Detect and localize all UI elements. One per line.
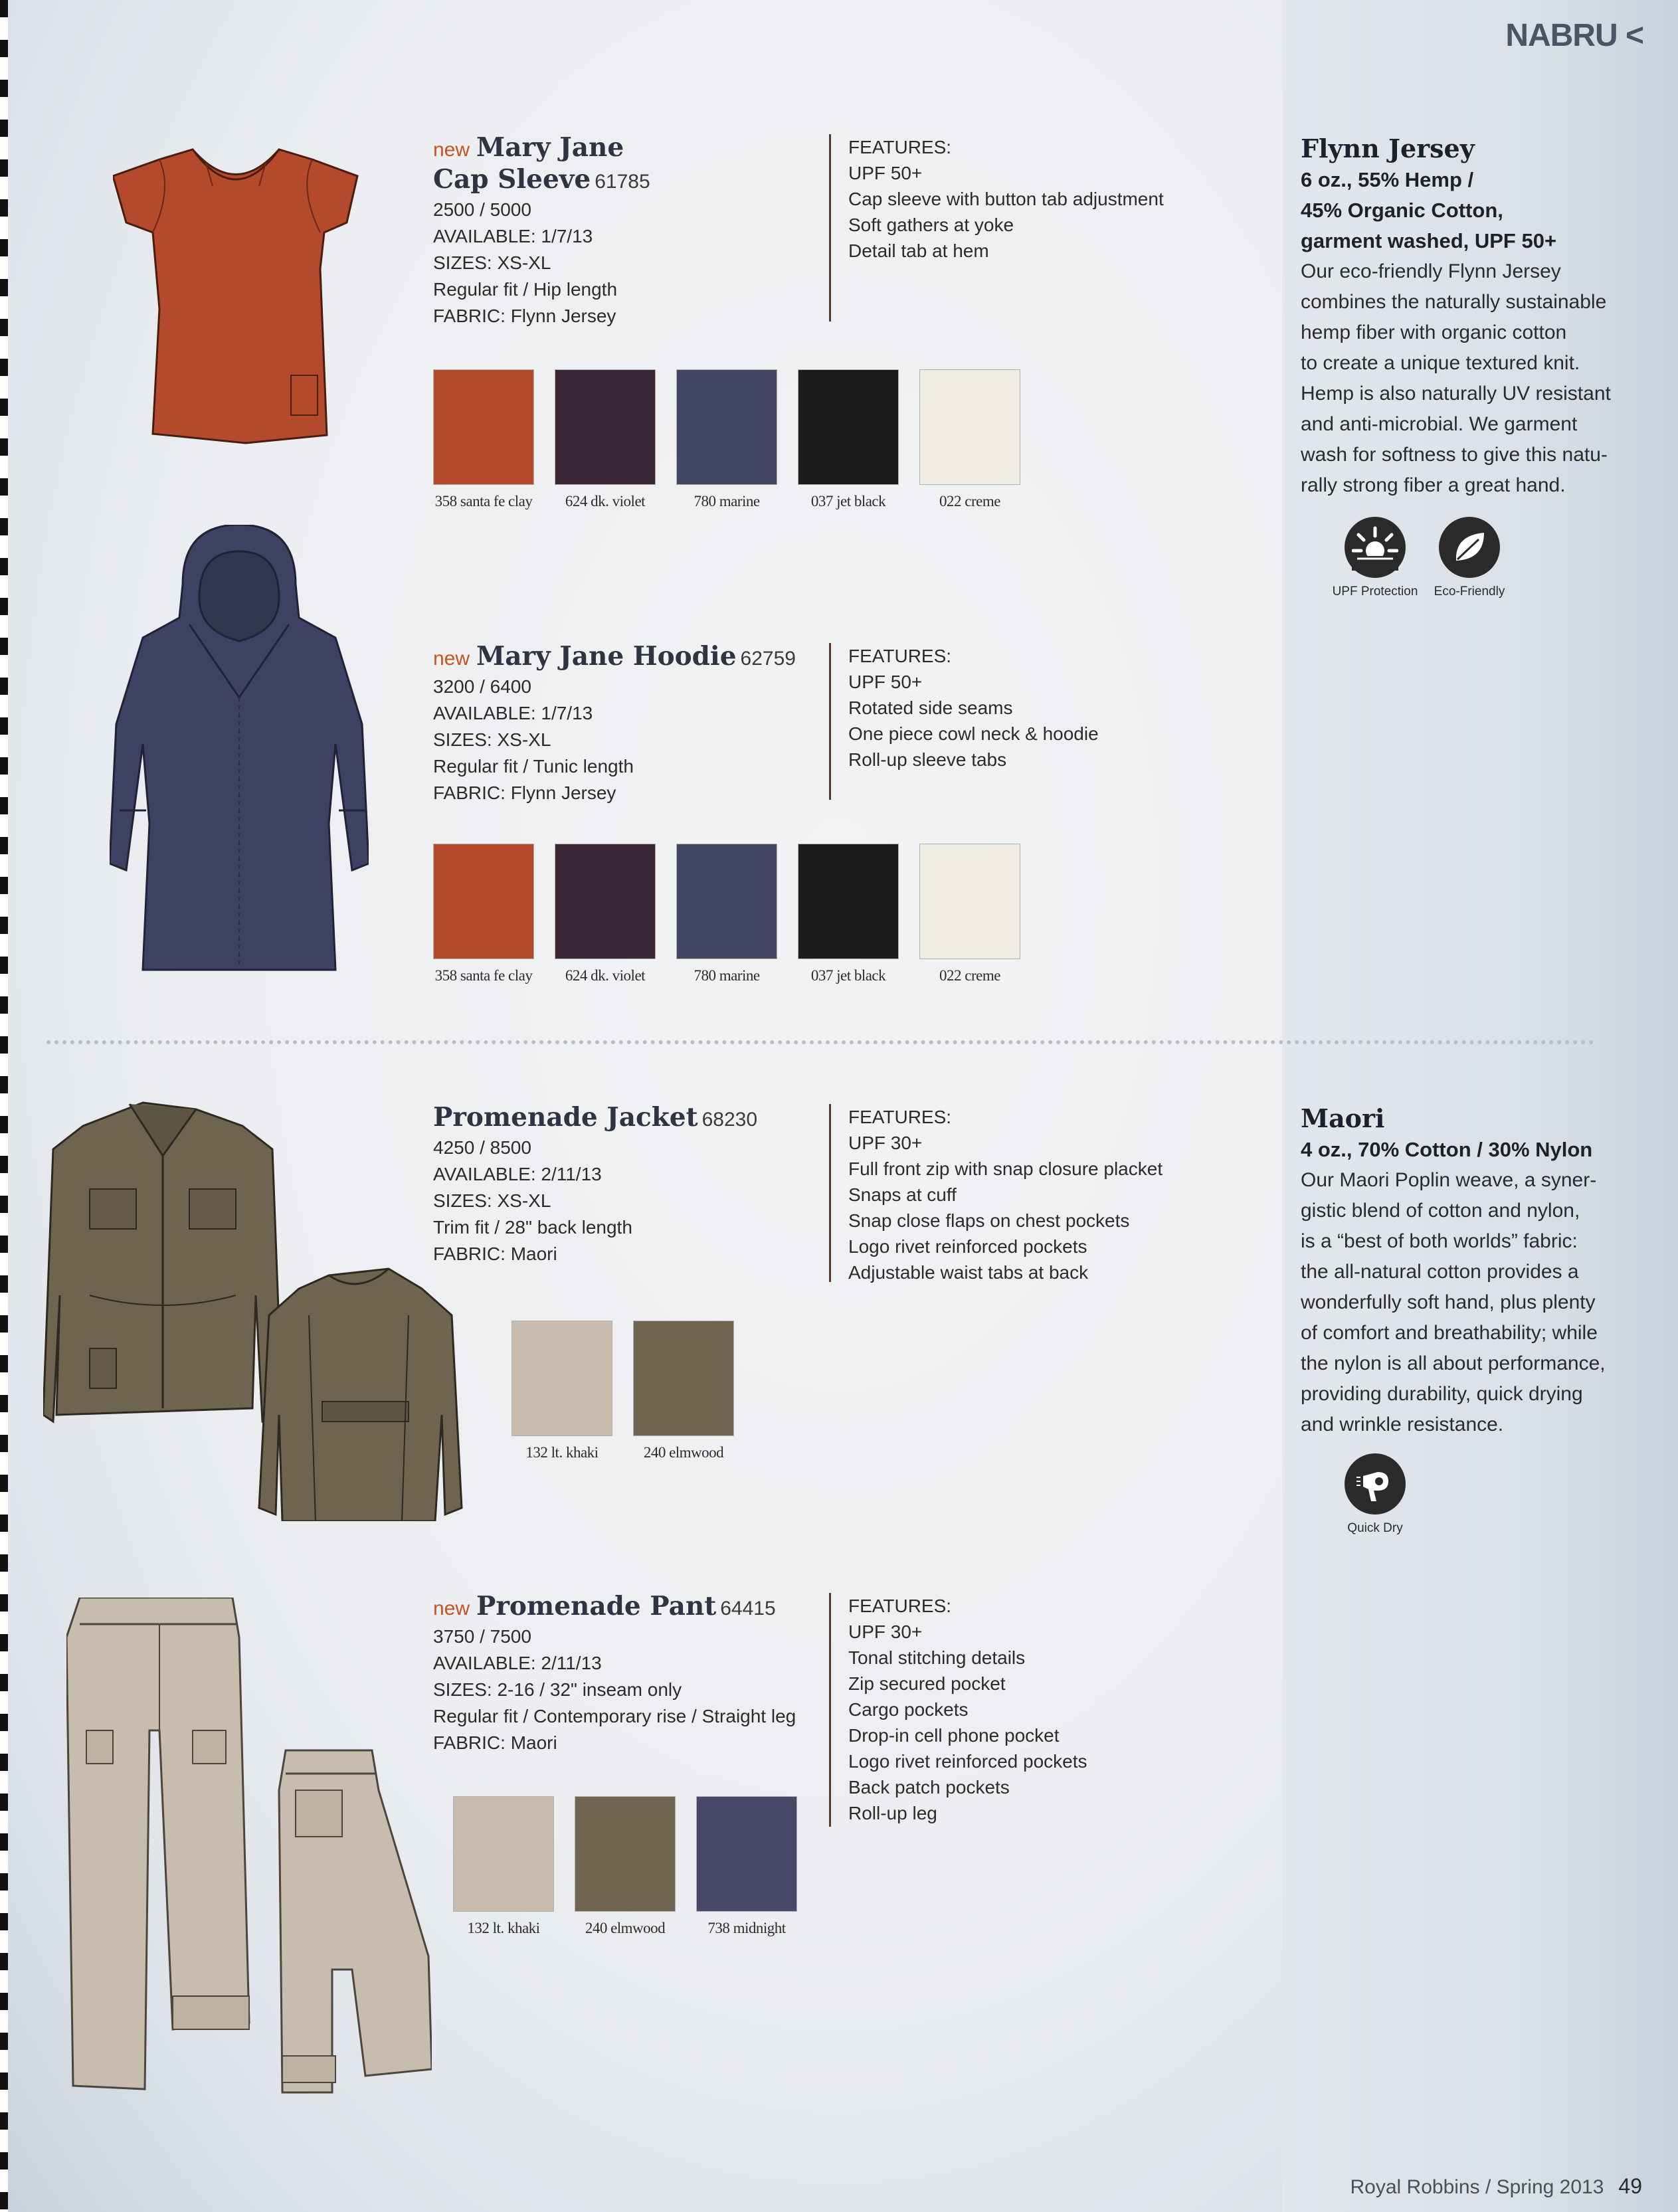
color-swatch xyxy=(555,844,656,984)
section-divider xyxy=(47,1040,1594,1044)
badge-eco-friendly xyxy=(1423,517,1516,599)
swatch-label: 358 santa fe clay xyxy=(434,967,533,984)
swatch-label: 624 dk. violet xyxy=(565,967,646,984)
fabric-description: and anti-microbial. We garment xyxy=(1301,413,1578,435)
feature-item: Logo rivet reinforced pockets xyxy=(848,1751,1087,1772)
product-title xyxy=(433,1103,805,1135)
product-mary-jane-hoodie xyxy=(433,642,818,806)
color-swatch xyxy=(575,1796,676,1937)
swatch-chip xyxy=(919,844,1020,959)
swatch-label: 780 marine xyxy=(694,967,760,984)
swatch-label: 022 creme xyxy=(939,493,1000,509)
features-list xyxy=(829,1104,1163,1282)
fabric-description: Our Maori Poplin weave, a syner- xyxy=(1301,1169,1597,1191)
color-swatches xyxy=(512,1321,755,1461)
availability: AVAILABLE: 2/11/13 xyxy=(433,1653,602,1673)
color-swatches xyxy=(453,1796,818,1937)
hair-dryer-icon xyxy=(1345,1453,1406,1515)
swatch-chip xyxy=(676,369,777,485)
style-number: 62759 xyxy=(740,648,796,670)
swatch-label: 037 jet black xyxy=(810,967,886,984)
badge-quick-dry xyxy=(1329,1453,1422,1536)
fabric: FABRIC: Flynn Jersey xyxy=(433,306,616,326)
badge-upf-protection xyxy=(1329,517,1422,599)
availability: AVAILABLE: 1/7/13 xyxy=(433,703,593,723)
color-swatch xyxy=(555,369,656,510)
fabric-spec: 45% Organic Cotton, xyxy=(1301,199,1503,222)
features-list xyxy=(829,134,1164,322)
fabric-description: wonderfully soft hand, plus plenty xyxy=(1301,1291,1596,1313)
pant-illustration xyxy=(66,1598,432,2102)
fabric-description: the all-natural cotton provides a xyxy=(1301,1261,1579,1283)
feature-item: Zip secured pocket xyxy=(848,1673,1006,1694)
swatch-chip xyxy=(555,844,656,959)
price: 4250 / 8500 xyxy=(433,1137,531,1158)
badge-label: UPF Protection xyxy=(1332,585,1418,599)
swatch-label: 240 elmwood xyxy=(585,1920,666,1936)
swatch-label: 358 santa fe clay xyxy=(434,493,533,509)
color-swatch xyxy=(512,1321,612,1461)
feature-item: Back patch pockets xyxy=(848,1777,1010,1797)
fit: Regular fit / Tunic length xyxy=(433,756,634,777)
color-swatch xyxy=(453,1796,554,1937)
fabric-description: Our eco-friendly Flynn Jersey xyxy=(1301,260,1561,282)
sizes: SIZES: 2-16 / 32" inseam only xyxy=(433,1679,682,1700)
fabric-description: hemp fiber with organic cotton xyxy=(1301,322,1567,343)
color-swatch xyxy=(433,844,534,984)
style-number: 61785 xyxy=(595,171,650,193)
features-heading: FEATURES: xyxy=(848,646,952,666)
product-title xyxy=(433,1592,832,1623)
features-list xyxy=(829,643,1099,800)
feature-item: Full front zip with snap closure placket xyxy=(848,1158,1163,1179)
feature-item: Adjustable waist tabs at back xyxy=(848,1262,1089,1283)
feature-item: Drop-in cell phone pocket xyxy=(848,1725,1060,1746)
features-heading: FEATURES: xyxy=(848,137,952,157)
fabric-info-maori xyxy=(1301,1103,1659,1440)
swatch-label: 132 lt. khaki xyxy=(467,1920,540,1936)
swatch-chip xyxy=(798,844,899,959)
swatch-label: 022 creme xyxy=(939,967,1000,984)
color-swatches xyxy=(433,369,1041,510)
product-name: Mary Jane Hoodie xyxy=(476,641,737,672)
page-footer xyxy=(1351,2174,1643,2199)
new-tag: new xyxy=(433,1598,470,1619)
product-title-line2 xyxy=(433,165,805,197)
swatch-label: 132 lt. khaki xyxy=(525,1444,599,1461)
feature-item: Detail tab at hem xyxy=(848,240,989,261)
new-tag: new xyxy=(433,648,470,670)
product-mary-jane-cap-sleeve xyxy=(433,133,805,329)
swatch-chip xyxy=(633,1321,734,1436)
product-name: Promenade Pant xyxy=(476,1591,717,1621)
availability: AVAILABLE: 2/11/13 xyxy=(433,1164,602,1184)
fit: Regular fit / Contemporary rise / Straight leg xyxy=(433,1706,796,1726)
swatch-chip xyxy=(575,1796,676,1912)
badge-label: Eco-Friendly xyxy=(1434,585,1505,599)
style-number: 64415 xyxy=(720,1598,776,1619)
fabric-description: to create a unique textured knit. xyxy=(1301,352,1580,374)
features-heading: FEATURES: xyxy=(848,1107,952,1127)
fabric-description: providing durability, quick drying xyxy=(1301,1383,1583,1405)
features-list xyxy=(829,1593,1087,1827)
fabric-description: of comfort and breathability; while xyxy=(1301,1322,1598,1344)
fabric-description: is a “best of both worlds” fabric: xyxy=(1301,1230,1578,1252)
fabric-description: the nylon is all about performance, xyxy=(1301,1352,1606,1374)
fabric-info-flynn-jersey xyxy=(1301,133,1659,501)
swatch-chip xyxy=(433,369,534,485)
swatch-label: 624 dk. violet xyxy=(565,493,646,509)
feature-item: Rotated side seams xyxy=(848,697,1013,718)
features-heading: FEATURES: xyxy=(848,1596,952,1616)
feature-item: Logo rivet reinforced pockets xyxy=(848,1236,1087,1257)
product-title xyxy=(433,642,818,674)
swatch-chip xyxy=(696,1796,797,1912)
fabric-description: gistic blend of cotton and nylon, xyxy=(1301,1200,1580,1222)
swatch-chip xyxy=(453,1796,554,1912)
product-title xyxy=(433,133,805,165)
swatch-label: 738 midnight xyxy=(707,1920,786,1936)
color-swatch xyxy=(919,844,1020,984)
swatch-chip xyxy=(798,369,899,485)
swatch-chip xyxy=(433,844,534,959)
swatch-chip xyxy=(512,1321,612,1436)
feature-item: UPF 30+ xyxy=(848,1621,923,1642)
fabric-spec: 6 oz., 55% Hemp / xyxy=(1301,168,1474,191)
fabric-description: combines the naturally sustainable xyxy=(1301,291,1607,313)
spiral-binding xyxy=(0,0,8,2212)
color-swatches xyxy=(433,844,1041,984)
feature-item: UPF 30+ xyxy=(848,1133,923,1153)
fabric-spec: garment washed, UPF 50+ xyxy=(1301,229,1557,252)
fit: Regular fit / Hip length xyxy=(433,279,618,300)
sizes: SIZES: XS-XL xyxy=(433,252,551,273)
product-name-line1: Mary Jane xyxy=(476,132,624,163)
feature-item: Cap sleeve with button tab adjustment xyxy=(848,189,1164,209)
brand-tab: NABRU < xyxy=(1505,18,1643,53)
feature-item: UPF 50+ xyxy=(848,672,923,692)
feature-item: Roll-up leg xyxy=(848,1803,937,1823)
color-swatch xyxy=(676,844,777,984)
footer-text: Royal Robbins / Spring 2013 xyxy=(1350,2176,1604,2198)
product-promenade-jacket xyxy=(433,1103,805,1267)
swatch-label: 780 marine xyxy=(694,493,760,509)
price: 2500 / 5000 xyxy=(433,199,531,220)
price: 3750 / 7500 xyxy=(433,1626,531,1647)
swatch-label: 037 jet black xyxy=(810,493,886,509)
swatch-chip xyxy=(676,844,777,959)
fabric-description: and wrinkle resistance. xyxy=(1301,1414,1504,1435)
sun-icon xyxy=(1345,517,1406,578)
color-swatch xyxy=(798,369,899,510)
fabric-description: wash for softness to give this natu- xyxy=(1301,444,1608,466)
badge-label: Quick Dry xyxy=(1347,1521,1403,1535)
sizes: SIZES: XS-XL xyxy=(433,1190,551,1211)
cap-sleeve-tee-illustration xyxy=(113,136,359,448)
color-swatch xyxy=(633,1321,734,1461)
jacket-illustration xyxy=(43,1096,468,1521)
color-swatch xyxy=(696,1796,797,1937)
feature-item: Cargo pockets xyxy=(848,1699,969,1720)
fabric-description: Hemp is also naturally UV resistant xyxy=(1301,383,1611,405)
fabric: FABRIC: Flynn Jersey xyxy=(433,783,616,803)
fabric: FABRIC: Maori xyxy=(433,1732,557,1753)
fabric-description: rally strong fiber a great hand. xyxy=(1301,474,1566,496)
fabric: FABRIC: Maori xyxy=(433,1244,557,1264)
page-number: 49 xyxy=(1618,2174,1642,2198)
product-name: Promenade Jacket xyxy=(433,1102,698,1133)
style-number: 68230 xyxy=(701,1109,758,1131)
feature-item: Snaps at cuff xyxy=(848,1184,957,1205)
price: 3200 / 6400 xyxy=(433,676,531,697)
swatch-chip xyxy=(555,369,656,485)
color-swatch xyxy=(676,369,777,510)
feature-item: One piece cowl neck & hoodie xyxy=(848,723,1099,744)
leaf-icon xyxy=(1439,517,1500,578)
swatch-label: 240 elmwood xyxy=(643,1444,724,1461)
new-tag: new xyxy=(433,139,470,161)
product-name-line2: Cap Sleeve xyxy=(433,164,591,195)
color-swatch xyxy=(433,369,534,510)
fit: Trim fit / 28" back length xyxy=(433,1217,632,1238)
fabric-name: Flynn Jersey xyxy=(1301,134,1475,163)
feature-item: Tonal stitching details xyxy=(848,1647,1026,1668)
hoodie-illustration xyxy=(110,525,369,976)
product-promenade-pant xyxy=(433,1592,832,1756)
color-swatch xyxy=(919,369,1020,510)
feature-item: UPF 50+ xyxy=(848,163,923,183)
feature-item: Snap close flaps on chest pockets xyxy=(848,1210,1130,1231)
fabric-name: Maori xyxy=(1301,1103,1385,1133)
fabric-spec: 4 oz., 70% Cotton / 30% Nylon xyxy=(1301,1138,1593,1161)
sizes: SIZES: XS-XL xyxy=(433,729,551,750)
swatch-chip xyxy=(919,369,1020,485)
availability: AVAILABLE: 1/7/13 xyxy=(433,226,593,246)
color-swatch xyxy=(798,844,899,984)
feature-item: Roll-up sleeve tabs xyxy=(848,749,1007,770)
feature-item: Soft gathers at yoke xyxy=(848,215,1014,235)
